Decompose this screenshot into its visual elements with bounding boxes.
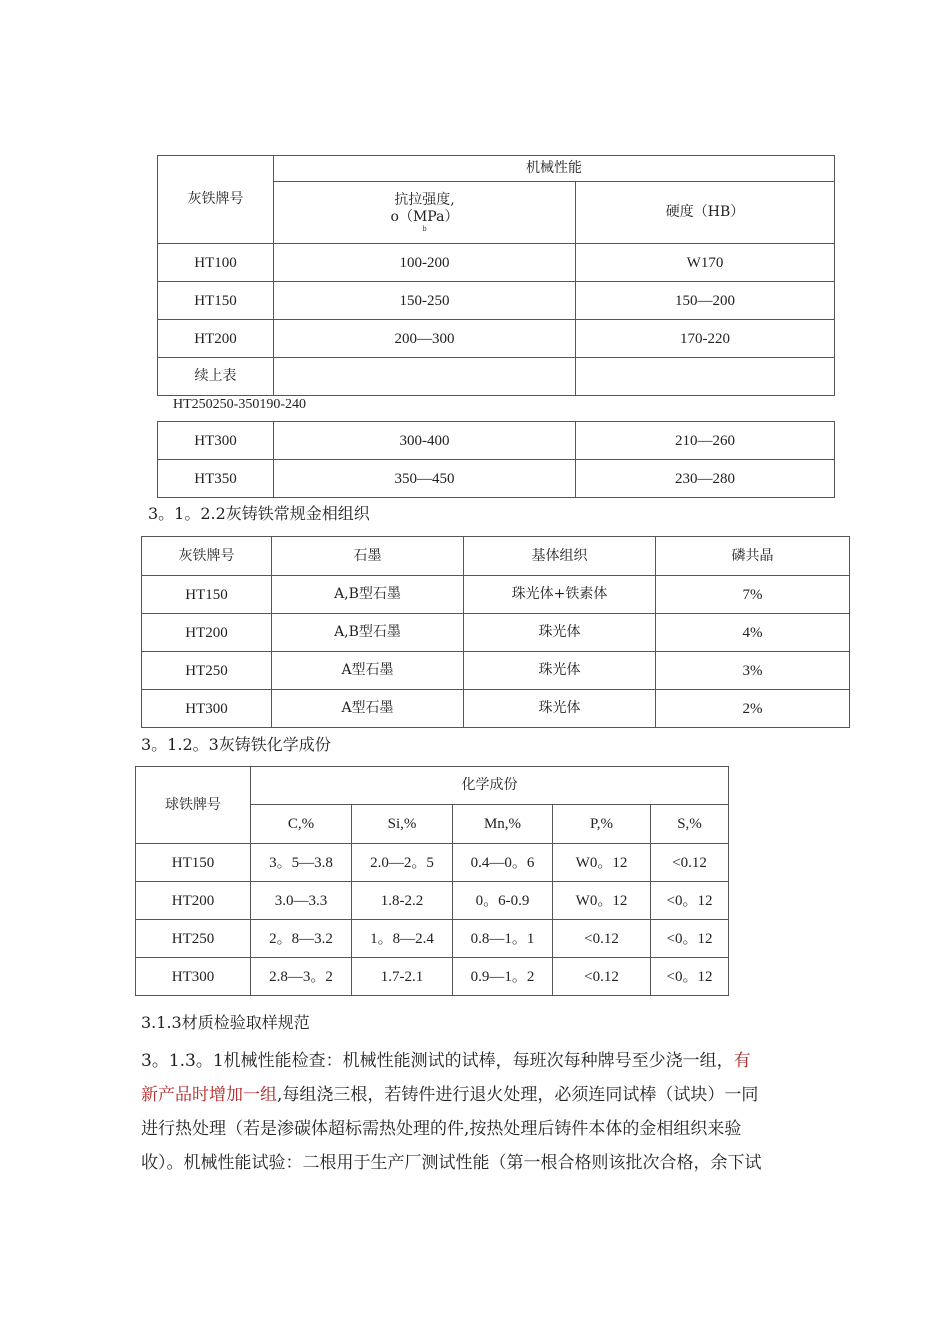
- cell: [274, 358, 576, 396]
- cell: 3.0—3.3: [251, 882, 352, 920]
- cell: A,B型石墨: [272, 576, 464, 614]
- cell: HT200: [158, 320, 274, 358]
- cell: 1。8—2.4: [352, 920, 453, 958]
- paragraph-line: [141, 1078, 853, 1112]
- table-row: [158, 320, 835, 358]
- cell: 0。6-0.9: [453, 882, 553, 920]
- cell: HT150: [142, 576, 272, 614]
- cell: 珠光体+铁素体: [464, 576, 656, 614]
- cell: HT150: [158, 282, 274, 320]
- cell: 0.9—1。2: [453, 958, 553, 996]
- column-header: C,%: [251, 805, 352, 844]
- table-row: [136, 882, 729, 920]
- paragraph-line: 进行热处理（若是渗碳体超标需热处理的件,按热处理后铸件本体的金相组织来验: [141, 1119, 742, 1139]
- column-header: P,%: [553, 805, 651, 844]
- table-row: [158, 422, 835, 460]
- column-header: 灰铁牌号: [142, 537, 272, 576]
- table-row: [158, 460, 835, 498]
- paragraph-line: [141, 1044, 853, 1078]
- cell: A型石墨: [272, 690, 464, 728]
- highlighted-text: 有: [733, 1051, 751, 1071]
- cell: 200—300: [274, 320, 576, 358]
- cell: HT300: [142, 690, 272, 728]
- cell: HT150: [136, 844, 251, 882]
- body-paragraph: [141, 1044, 853, 1180]
- cell: 0.4—0。6: [453, 844, 553, 882]
- cell: 1.7-2.1: [352, 958, 453, 996]
- header-hardness: 硬度（HB）: [576, 182, 835, 244]
- highlighted-text: 新产品时增加一组: [141, 1085, 277, 1105]
- cell: 0.8—1。1: [453, 920, 553, 958]
- cell: [576, 358, 835, 396]
- tensile-label-line1: 抗拉强度,: [394, 191, 455, 208]
- column-header: 石墨: [272, 537, 464, 576]
- continued-row-text: HT250250-350190-240: [173, 397, 306, 412]
- cell: HT250: [136, 920, 251, 958]
- cell: 珠光体: [464, 652, 656, 690]
- cell-continued: 续上表: [158, 358, 274, 396]
- cell: 7%: [656, 576, 850, 614]
- cell: 150-250: [274, 282, 576, 320]
- cell: HT300: [136, 958, 251, 996]
- table-row: [158, 282, 835, 320]
- cell: HT350: [158, 460, 274, 498]
- table-row: [136, 844, 729, 882]
- cell: <0.12: [651, 844, 729, 882]
- column-header: Mn,%: [453, 805, 553, 844]
- cell: 3。5—3.8: [251, 844, 352, 882]
- mechanical-properties-table: [157, 155, 835, 396]
- cell: HT250: [142, 652, 272, 690]
- column-header: Si,%: [352, 805, 453, 844]
- cell: <0。12: [651, 920, 729, 958]
- cell: HT200: [136, 882, 251, 920]
- cell: 170-220: [576, 320, 835, 358]
- mechanical-properties-table-continued: [157, 421, 835, 498]
- table-row: [158, 358, 835, 396]
- table-row: [142, 690, 850, 728]
- cell: 2%: [656, 690, 850, 728]
- cell: 300-400: [274, 422, 576, 460]
- table-header-row: [142, 537, 850, 576]
- cell: W0。12: [553, 882, 651, 920]
- cell: 3%: [656, 652, 850, 690]
- header-grade: 球铁牌号: [136, 767, 251, 844]
- cell: A,B型石墨: [272, 614, 464, 652]
- table-row: [136, 920, 729, 958]
- cell: HT200: [142, 614, 272, 652]
- section-heading-chemistry: 3。1.2。3灰铸铁化学成份: [141, 735, 331, 754]
- cell: <0.12: [553, 958, 651, 996]
- cell: <0.12: [553, 920, 651, 958]
- chemical-composition-table: [135, 766, 729, 996]
- cell: W0。12: [553, 844, 651, 882]
- header-mechanical-properties: 机械性能: [274, 156, 835, 182]
- table-row: [142, 576, 850, 614]
- cell: 2.0—2。5: [352, 844, 453, 882]
- header-chemical-composition: 化学成份: [251, 767, 729, 805]
- cell: <0。12: [651, 882, 729, 920]
- column-header: 基体组织: [464, 537, 656, 576]
- cell: HT100: [158, 244, 274, 282]
- table-row: [136, 958, 729, 996]
- cell: 210—260: [576, 422, 835, 460]
- text-span: ,每组浇三根，若铸件进行退火处理，必须连同试棒（试块）一同: [277, 1085, 759, 1105]
- section-heading-sampling: 3.1.3材质检验取样规范: [141, 1013, 310, 1032]
- cell: HT300: [158, 422, 274, 460]
- cell: 2.8—3。2: [251, 958, 352, 996]
- section-heading-metallography: 3。1。2.2灰铸铁常规金相组织: [148, 504, 370, 523]
- header-grade: 灰铁牌号: [158, 156, 274, 244]
- cell: 珠光体: [464, 614, 656, 652]
- metallography-table: [141, 536, 850, 728]
- text-span: 3。1.3。1机械性能检查：机械性能测试的试棒，每班次每种牌号至少浇一组，: [141, 1051, 734, 1071]
- cell: 珠光体: [464, 690, 656, 728]
- paragraph-line: 收）。机械性能试验：二根用于生产厂测试性能（第一根合格则该批次合格，余下试: [141, 1153, 762, 1173]
- cell: 1.8-2.2: [352, 882, 453, 920]
- cell: 230—280: [576, 460, 835, 498]
- cell: 350—450: [274, 460, 576, 498]
- cell: 100-200: [274, 244, 576, 282]
- column-header: 磷共晶: [656, 537, 850, 576]
- header-tensile-strength: [274, 182, 576, 244]
- tensile-label-line2: o（MPa）: [390, 208, 459, 225]
- cell: <0。12: [651, 958, 729, 996]
- tensile-subscript: b: [422, 225, 427, 234]
- cell: W170: [576, 244, 835, 282]
- cell: A型石墨: [272, 652, 464, 690]
- cell: 150—200: [576, 282, 835, 320]
- cell: 4%: [656, 614, 850, 652]
- table-row: [142, 652, 850, 690]
- column-header: S,%: [651, 805, 729, 844]
- table-row: [158, 244, 835, 282]
- cell: 2。8—3.2: [251, 920, 352, 958]
- table-row: [142, 614, 850, 652]
